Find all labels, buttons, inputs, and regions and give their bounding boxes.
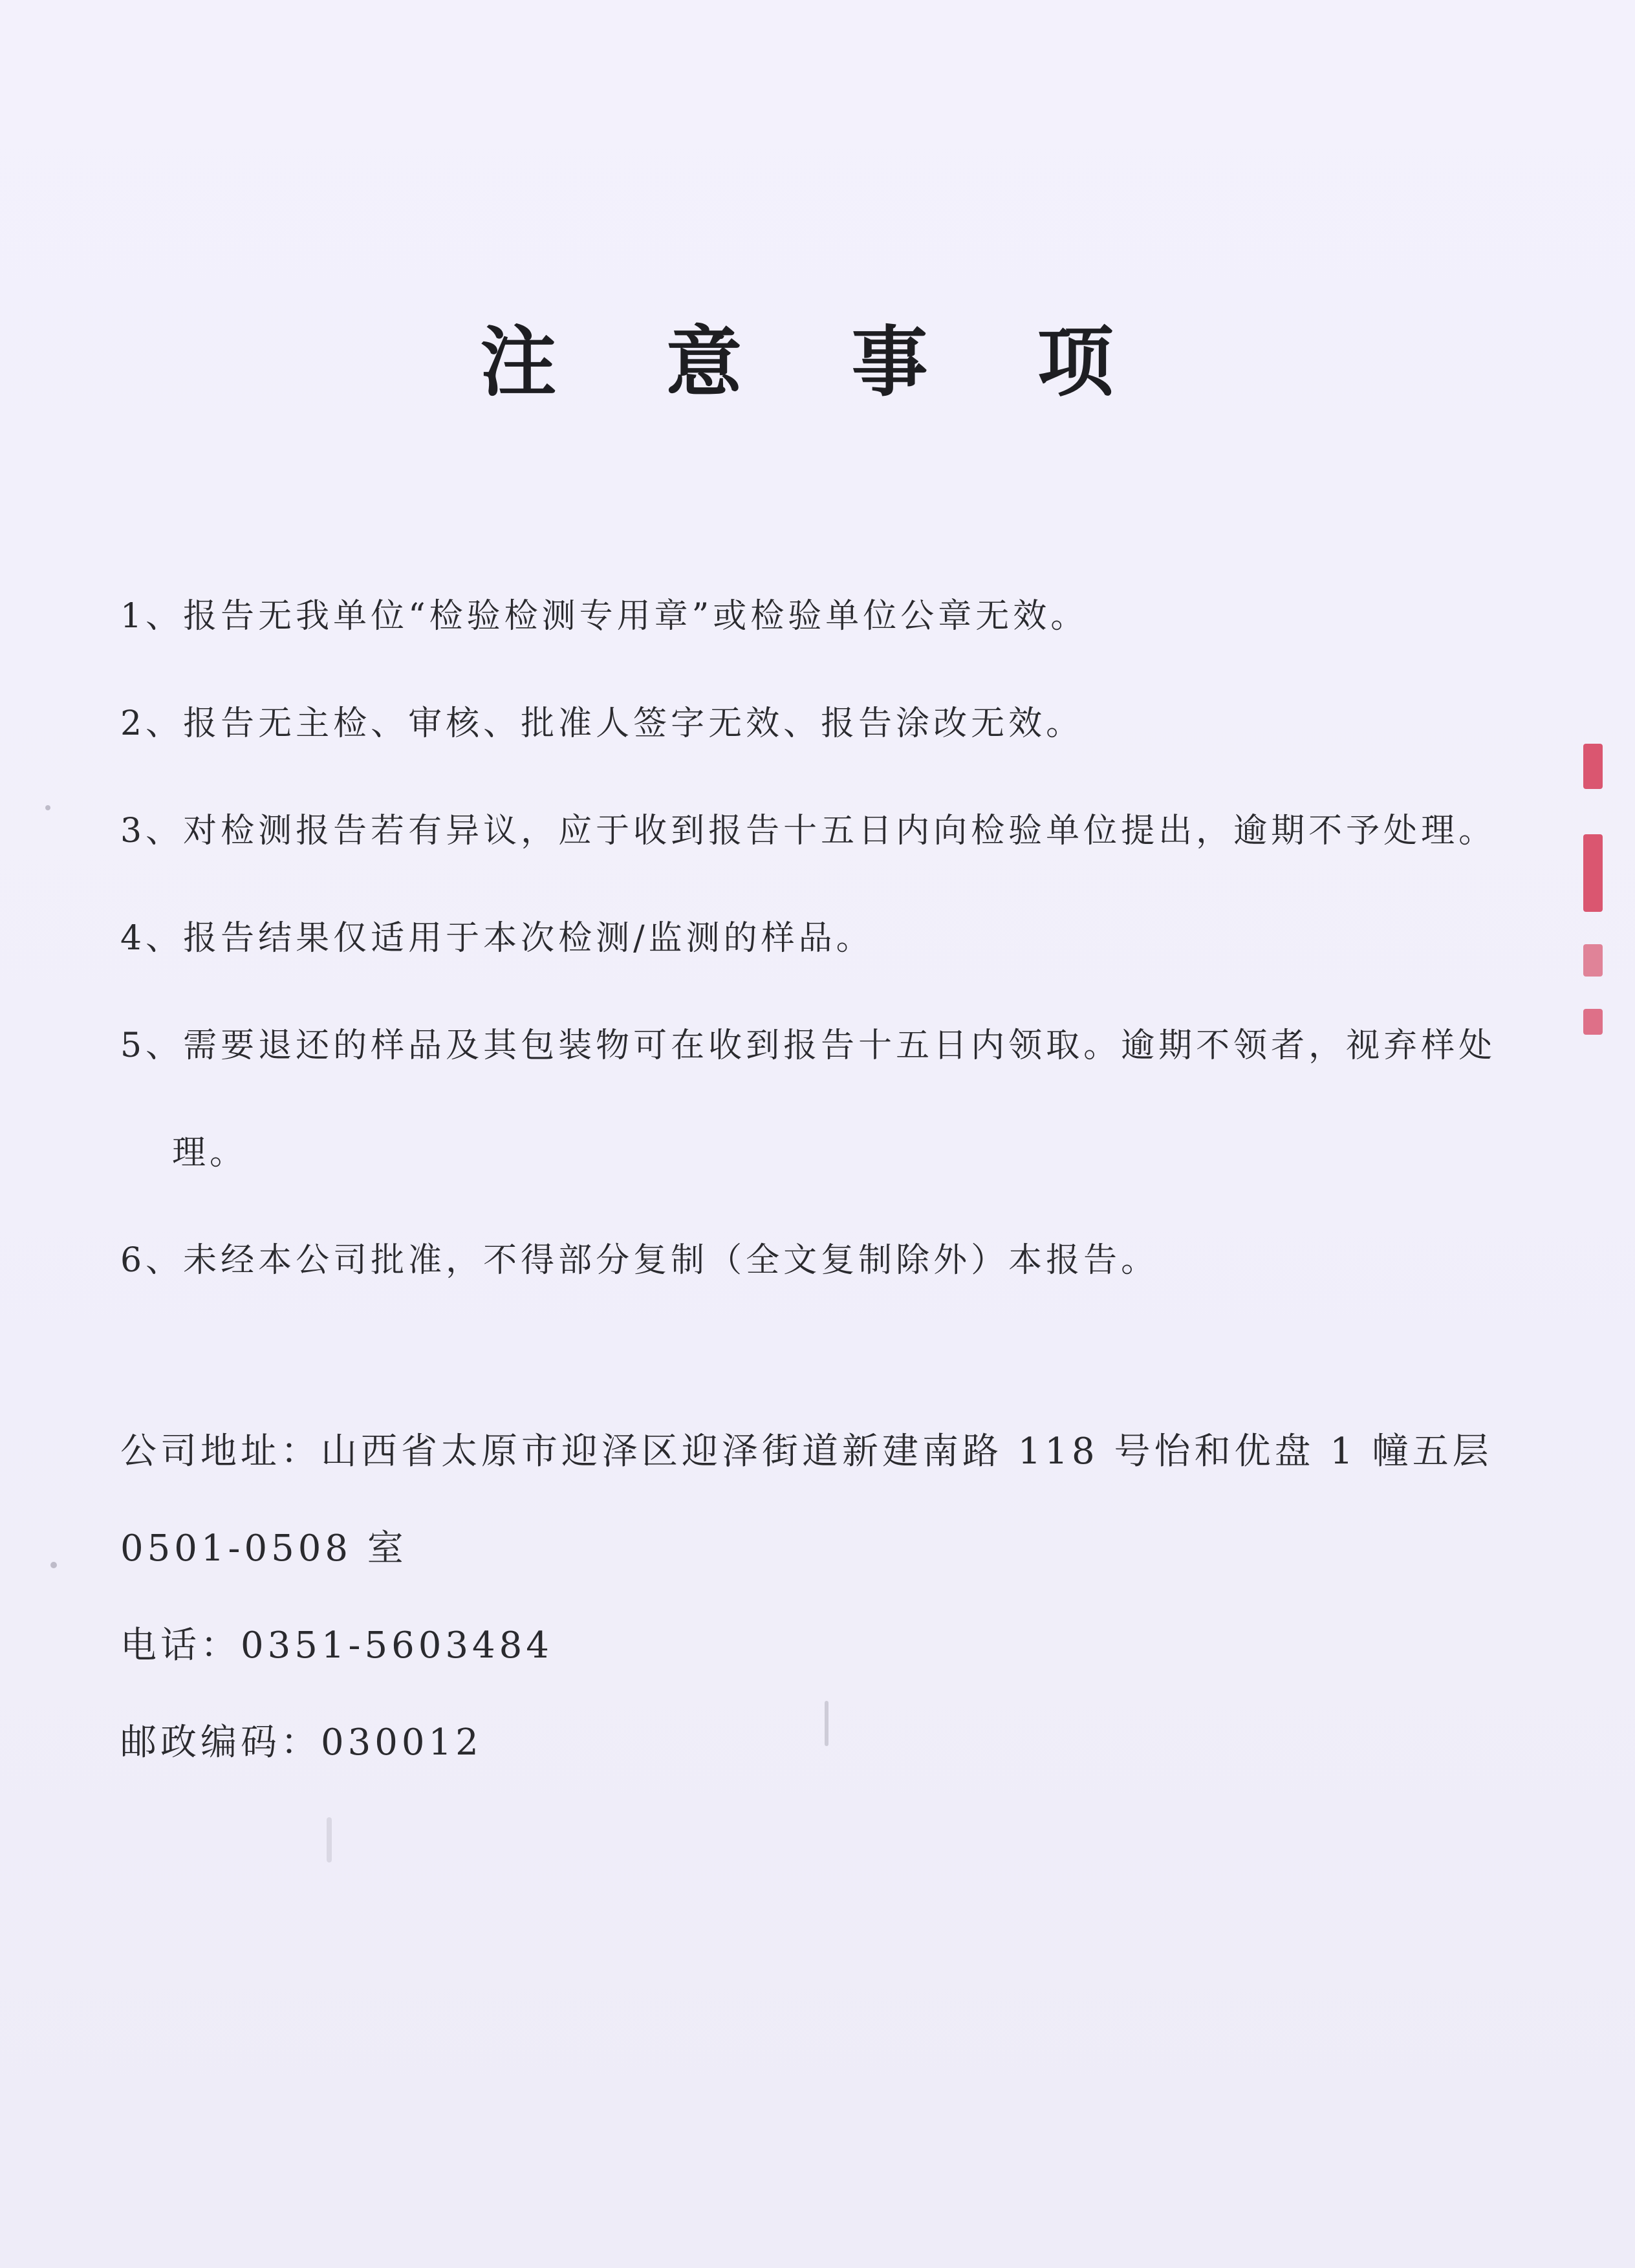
scan-speck (50, 1562, 57, 1568)
company-phone: 电话：0351-5603484 (120, 1625, 553, 1667)
page-title: 注 意 事 项 (480, 318, 1155, 407)
notice-item-2: 2、报告无主检、审核、批准人签字无效、报告涂改无效。 (120, 704, 1084, 743)
notice-item-4: 4、报告结果仅适用于本次检测/监测的样品。 (120, 919, 874, 958)
notice-item-3: 3、对检测报告若有异议，应于收到报告十五日内向检验单位提出，逾期不予处理。 (120, 812, 1497, 850)
scan-speck (45, 805, 50, 810)
scan-speck (825, 1701, 828, 1746)
company-postcode: 邮政编码：030012 (120, 1722, 482, 1764)
scan-speck (327, 1817, 332, 1863)
partial-seal-stamp (1583, 737, 1603, 1048)
notice-list (120, 563, 1517, 1314)
notice-item-1: 1、报告无我单位“检验检测专用章”或检验单位公章无效。 (120, 597, 1088, 636)
notice-item-5: 5、需要退还的样品及其包装物可在收到报告十五日内领取。逾期不领者，视弃样处理。 (120, 1026, 1497, 1172)
company-address: 公司地址：山西省太原市迎泽区迎泽街道新建南路 118 号怡和优盘 1 幢五层 0501-0508 室 (120, 1431, 1493, 1570)
contact-info (120, 1403, 1517, 1791)
notice-item-6: 6、未经本公司批准，不得部分复制（全文复制除外）本报告。 (120, 1241, 1159, 1280)
